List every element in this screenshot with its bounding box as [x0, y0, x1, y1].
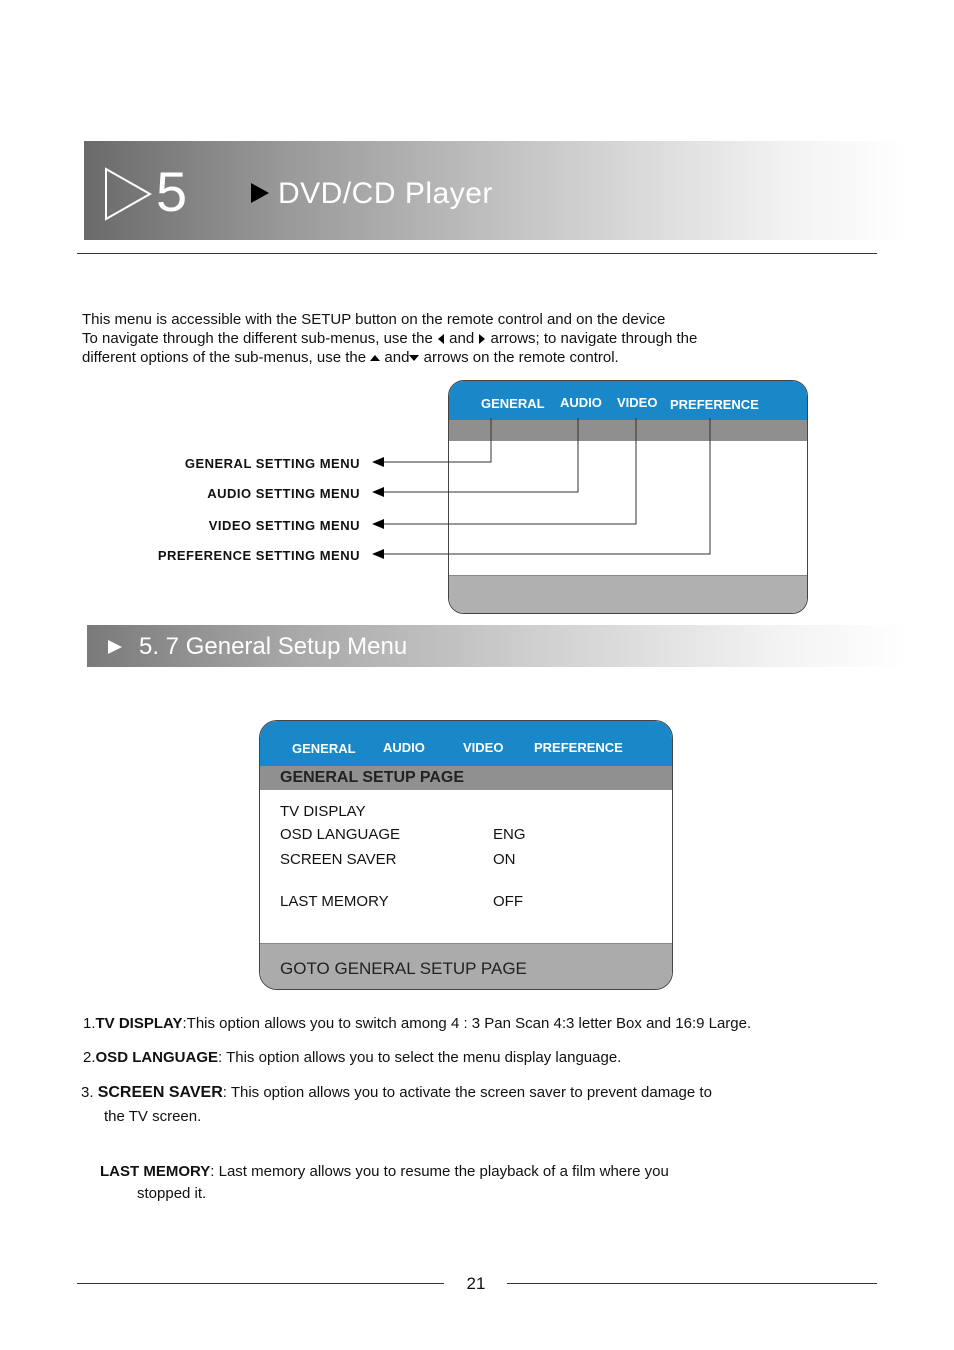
tab-general[interactable]: GENERAL — [481, 396, 545, 411]
chapter-number: 5 — [156, 160, 188, 223]
tab-general[interactable]: GENERAL — [292, 741, 356, 756]
tab-preference[interactable]: PREFERENCE — [670, 397, 759, 412]
desc-term: TV DISPLAY — [95, 1015, 183, 1032]
divider — [77, 253, 877, 254]
play-icon — [107, 639, 123, 655]
desc-text: : This option allows you to select the menu display language. — [218, 1049, 622, 1066]
setting-label-screen-saver[interactable]: SCREEN SAVER — [280, 851, 397, 868]
intro-line-2a: To navigate through the different sub-menus, use the — [82, 330, 433, 347]
footer-divider-left — [77, 1283, 444, 1284]
description-tv-display — [83, 1013, 751, 1035]
desc-number: 3. — [81, 1084, 94, 1101]
play-icon — [250, 182, 270, 204]
desc-number: 2. — [83, 1049, 96, 1066]
description-osd-language — [83, 1047, 621, 1069]
tab-video[interactable]: VIDEO — [463, 740, 504, 755]
right-arrow-icon — [478, 334, 486, 344]
tab-video[interactable]: VIDEO — [617, 395, 658, 410]
description-screen-saver — [81, 1082, 712, 1104]
menu-tab-bar — [260, 721, 672, 766]
tab-audio[interactable]: AUDIO — [560, 395, 602, 410]
intro-line-2c: arrows; to navigate through the — [490, 330, 698, 347]
down-arrow-icon — [409, 354, 419, 362]
tab-audio[interactable]: AUDIO — [383, 740, 425, 755]
setup-footer-bar — [260, 943, 672, 990]
intro-line-2b: and — [449, 330, 475, 347]
footer-divider-right — [507, 1283, 877, 1284]
section-title: 5. 7 General Setup Menu — [139, 633, 408, 660]
desc-number: 1. — [83, 1015, 96, 1032]
intro-line-2 — [82, 329, 802, 348]
left-arrow-icon — [437, 334, 445, 344]
desc-term: OSD LANGUAGE — [95, 1049, 219, 1066]
desc-text: :This option allows you to switch among 4 : 3 Pan Scan 4:3 letter Box and 16:9 Large. — [182, 1015, 752, 1032]
up-arrow-icon — [370, 354, 380, 362]
description-last-memory — [100, 1161, 669, 1183]
setting-label-last-memory[interactable]: LAST MEMORY — [280, 893, 389, 910]
setup-footer-text: GOTO GENERAL SETUP PAGE — [280, 959, 527, 978]
setting-label-osd-language[interactable]: OSD LANGUAGE — [280, 826, 401, 843]
intro-line-3c: arrows on the remote control. — [423, 349, 619, 366]
desc-text: : This option allows you to activate the screen saver to prevent damage to — [222, 1084, 712, 1101]
intro-line-3 — [82, 348, 802, 367]
setup-page-header — [260, 766, 672, 790]
chapter-banner — [84, 141, 910, 240]
intro-line-3b: and — [384, 349, 410, 366]
label-general-setting-menu: GENERAL SETTING MENU — [184, 456, 360, 471]
chapter-title: DVD/CD Player — [278, 177, 493, 210]
setting-value-osd-language: ENG — [493, 826, 526, 843]
intro-line-3a: different options of the sub-menus, use the — [82, 349, 367, 366]
menu-footer-bar — [449, 575, 807, 614]
desc-text: : Last memory allows you to resume the playback of a film where you — [210, 1163, 669, 1180]
setting-value-screen-saver: ON — [493, 851, 516, 868]
page-number: 21 — [466, 1274, 486, 1293]
desc-term: SCREEN SAVER — [97, 1084, 223, 1101]
diagram-connectors — [370, 418, 720, 563]
setting-value-last-memory: OFF — [493, 893, 523, 910]
tab-preference[interactable]: PREFERENCE — [534, 740, 623, 755]
menu-tab-bar — [449, 381, 807, 420]
desc-term: LAST MEMORY — [100, 1163, 211, 1180]
general-setup-screen — [259, 720, 673, 990]
intro-text — [82, 310, 802, 367]
label-preference-setting-menu: PREFERENCE SETTING MENU — [157, 548, 360, 563]
setup-page-title: GENERAL SETUP PAGE — [280, 769, 465, 786]
label-video-setting-menu: VIDEO SETTING MENU — [208, 518, 360, 533]
intro-line-1: This menu is accessible with the SETUP button on the remote control and on the device — [82, 311, 666, 328]
chapter-play-outline-icon — [104, 167, 152, 221]
description-last-memory-cont: stopped it. — [137, 1185, 207, 1202]
setting-label-tv-display[interactable]: TV DISPLAY — [280, 803, 366, 820]
label-audio-setting-menu: AUDIO SETTING MENU — [207, 486, 360, 501]
description-screen-saver-cont: the TV screen. — [104, 1108, 202, 1125]
